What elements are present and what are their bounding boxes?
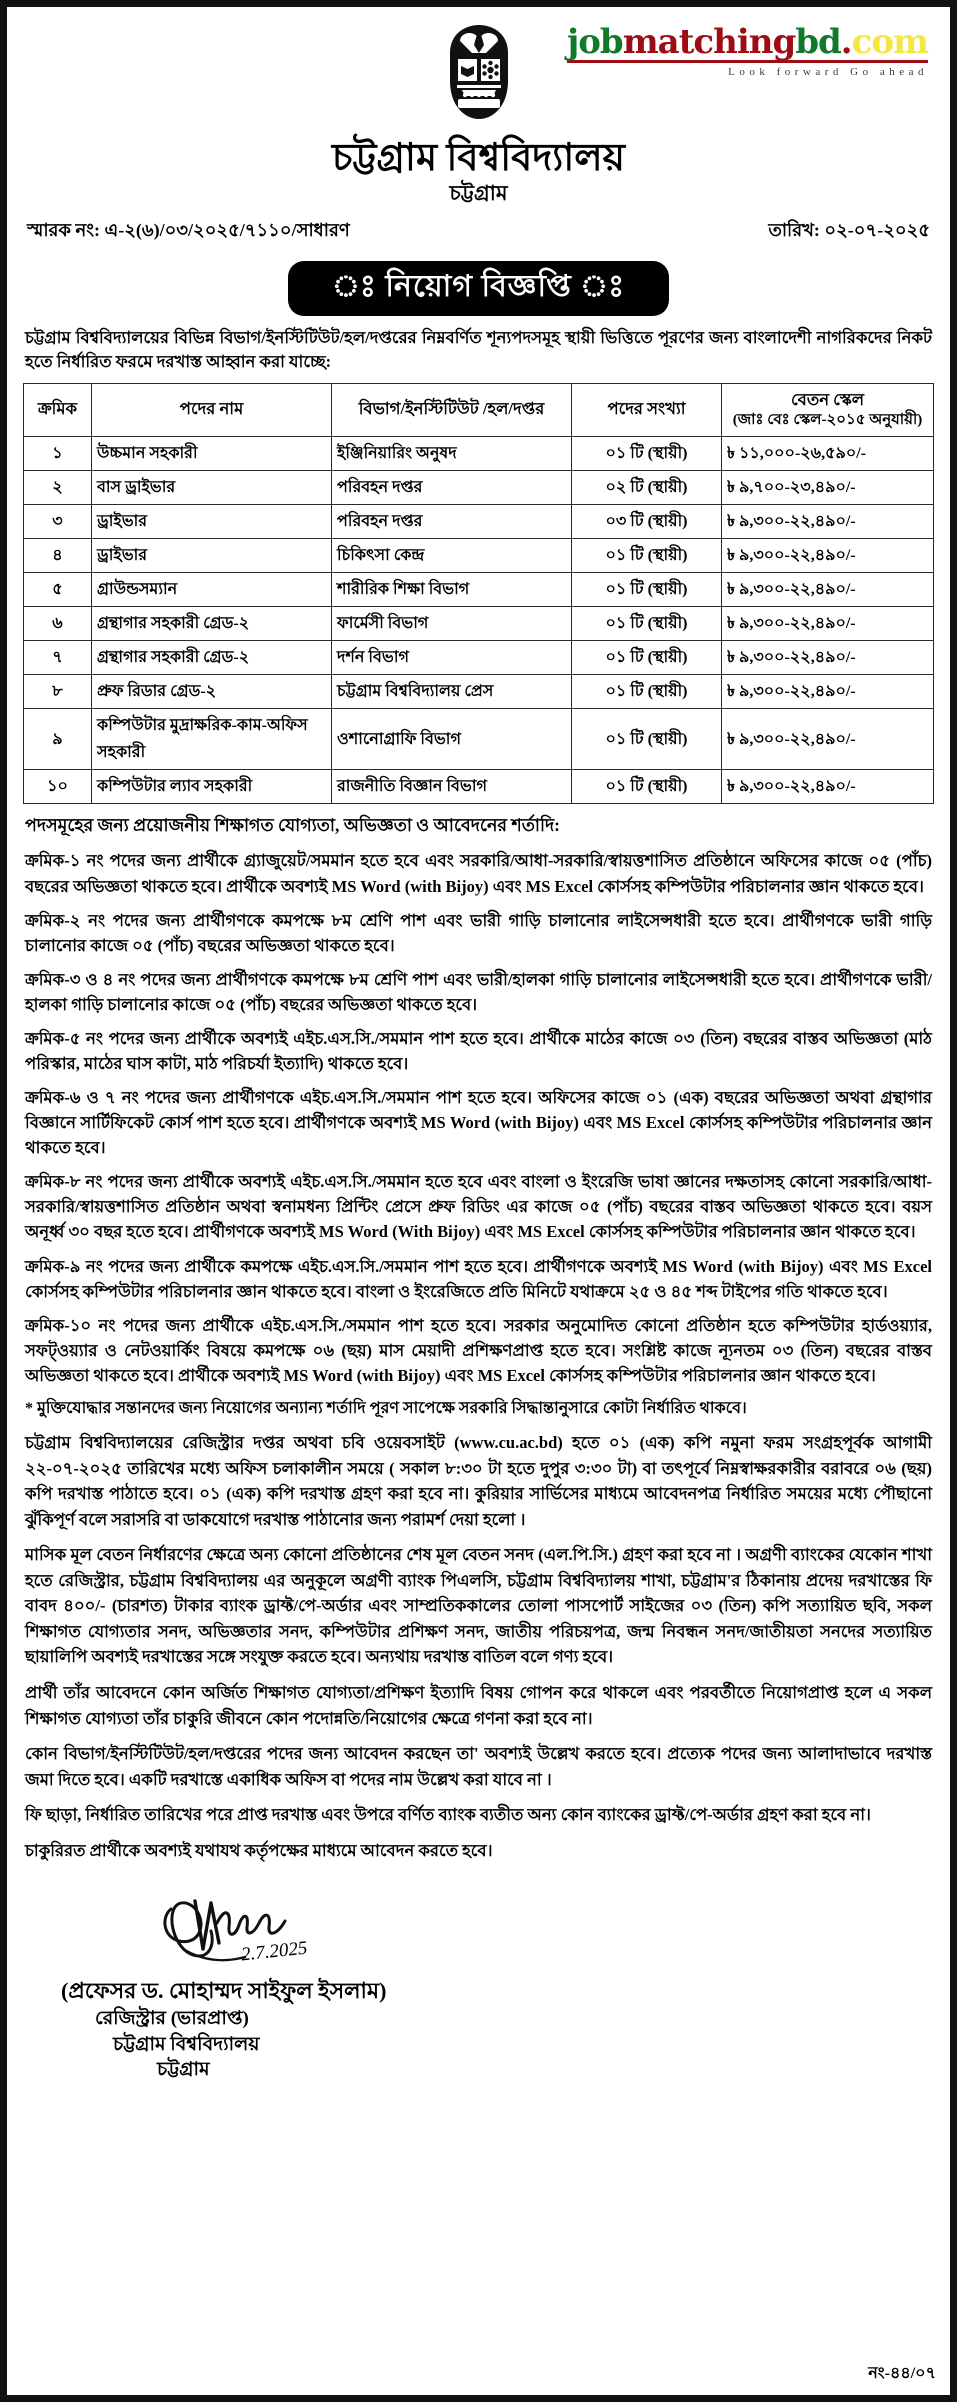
cell-sl: ৬ xyxy=(24,607,92,641)
cell-sl: ৯ xyxy=(24,709,92,770)
table-row xyxy=(24,437,934,471)
cell-post: গ্রন্থাগার সহকারী গ্রেড-২ xyxy=(92,607,332,641)
condition-text: নং পদের জন্য প্রার্থীগণকে কমপক্ষে ৮ম শ্রেণি পাশ এবং ভারী গাড়ি চালানোর লাইসেন্সধারী হতে হবে। প্রার্থীগণকে ভারী গাড়ি চালানোর কাজে ০৫ (পাঁচ) বছরের অভিজ্ঞতা থাকতে হবে। xyxy=(25,910,932,955)
table-row xyxy=(24,539,934,573)
condition-label: ক্রমিক-৩ ও ৪ xyxy=(25,969,114,989)
condition-item xyxy=(25,1085,932,1160)
intro-paragraph: চট্টগ্রাম বিশ্ববিদ্যালয়ের বিভিন্ন বিভাগ/ইনস্টিটিউট/হল/দপ্তরের নিম্নবর্ণিত শূন্যপদসমূহ স্থায়ী ভিত্তিতে পূরণের জন্য বাংলাদেশী নাগরিকদের নিকট হতে নির্ধারিত ফরমে দরখাস্ত আহ্বান করা যাচ্ছে: xyxy=(25,327,932,372)
cell-scale: ৳ ৯,৭০০-২৩,৪৯০/- xyxy=(722,471,934,505)
document-header xyxy=(23,17,934,145)
cell-post: প্রুফ রিডার গ্রেড-২ xyxy=(92,675,332,709)
cell-sl: ২ xyxy=(24,471,92,505)
cell-dept: ইঞ্জিনিয়ারিং অনুষদ xyxy=(332,437,572,471)
col-header-scale-sub: (জাঃ বেঃ স্কেল-২০১৫ অনুযায়ী) xyxy=(732,411,923,428)
table-row xyxy=(24,505,934,539)
instruction-paragraph: চট্টগ্রাম বিশ্ববিদ্যালয়ের রেজিস্ট্রার দপ্তর অথবা চবি ওয়েবসাইট (www.cu.ac.bd) হতে ০১ (এক) কপি নমুনা ফরম সংগ্রহপূর্বক আগামী ২২-০৭-২০২৫ তারিখের মধ্যে অফিস চলাকালীন সময়ে ( সকাল ৮:৩০ টা হতে দুপুর ৩:৩০ টা) বা তৎপূর্বে নিম্নস্বাক্ষরকারীর বরাবরে ০৬ (ছয়) কপি দরখাস্ত পাঠাতে হবে। ০১ (এক) কপি দরখাস্ত গ্রহণ করা হবে না। কুরিয়ার সার্ভিসের মাধ্যমে আবেদনপত্র নির্ধারিত সময়ের মধ্যে পৌছানো ঝুঁকিপূর্ণ বলে সরাসরি বা ডাকযোগে দরখাস্ত পাঠানোর জন্য পরামর্শ দেয়া হলো । xyxy=(25,1432,932,1529)
cell-post: কম্পিউটার ল্যাব সহকারী xyxy=(92,770,332,804)
logo-wordmark xyxy=(566,22,928,62)
cell-scale: ৳ ৯,৩০০-২২,৪৯০/- xyxy=(722,709,934,770)
condition-item xyxy=(25,1169,932,1244)
logo-seg-job: job xyxy=(566,22,623,62)
page-title: ঃ নিয়োগ বিজ্ঞপ্তি ঃ xyxy=(288,261,669,316)
cell-sl: ৮ xyxy=(24,675,92,709)
condition-text: নং পদের জন্য প্রার্থীকে অবশ্যই এইচ.এস.সি./সমমান হতে হবে এবং বাংলা ও ইংরেজি ভাষা জ্ঞানের দক্ষতাসহ কোনো সরকারি/আধা-সরকারি/স্বায়ত্তশাসিত প্রতিষ্ঠান অথবা স্বনামধন্য প্রিন্টিং প্রেসে প্রুফ রিডিং এর কাজে ০৫ (পাঁচ) বছরের বাস্তব অভিজ্ঞতা থাকতে হবে। বয়স অনূর্ধ্ব ৩০ বছর হতে হবে। প্রার্থীগণকে অবশ্যই MS Word (With Bijoy) এবং MS Excel কোর্সসহ কম্পিউটার পরিচালনার জ্ঞান থাকতে হবে। xyxy=(25,1172,932,1242)
condition-label: ক্রমিক-৫ xyxy=(25,1028,81,1048)
condition-item xyxy=(25,848,932,898)
condition-item xyxy=(25,1313,932,1388)
memo-number: স্মারক নং: এ-২(৬)/০৩/২০২৫/৭১১০/সাধারণ xyxy=(27,220,350,241)
condition-text: নং পদের জন্য প্রার্থীগণকে এইচ.এস.সি./সমমান পাশ হতে হবে। অফিসের কাজে ০১ (এক) বছরের অভিজ্ঞতা অথবা গ্রন্থাগার বিজ্ঞানে সার্টিফিকেট কোর্স পাশ হতে হবে। প্রার্থীগণকে অবশ্যই MS Word (with Bijoy) এবং MS Excel কোর্সসহ কম্পিউটার পরিচালনার জ্ঞান থাকতে হবে। xyxy=(25,1088,932,1158)
title-wrap xyxy=(23,261,934,316)
instruction-paragraph: চাকুরিরত প্রার্থীকে অবশ্যই যথাযথ কর্তৃপক্ষের মাধ্যমে আবেদন করতে হবে। xyxy=(25,1840,493,1860)
condition-text: নং পদের জন্য প্রার্থীকে অবশ্যই এইচ.এস.সি./সমমান পাশ হতে হবে। প্রার্থীকে মাঠের কাজে ০৩ (তিন) বছরের বাস্তব অভিজ্ঞতা (মাঠ পরিস্কার, মাঠের ঘাস কাটা, মাঠ পরিচর্যা ইত্যাদি) থাকতে হবে। xyxy=(25,1028,932,1073)
signatory-org: চট্টগ্রাম বিশ্ববিদ্যালয় xyxy=(113,2033,260,2055)
condition-label: ক্রমিক-১ xyxy=(25,851,81,871)
cell-count: ০১ টি (স্থায়ী) xyxy=(572,539,722,573)
university-city: চট্টগ্রাম xyxy=(449,180,508,205)
conditions-heading: পদসমূহের জন্য প্রয়োজনীয় শিক্ষাগত যোগ্যতা, অভিজ্ঞতা ও আবেদনের শর্তাদি: xyxy=(25,815,560,836)
condition-item xyxy=(25,967,932,1017)
cell-count: ০১ টি (স্থায়ী) xyxy=(572,641,722,675)
cell-count: ০১ টি (স্থায়ী) xyxy=(572,607,722,641)
cell-post: গ্রন্থাগার সহকারী গ্রেড-২ xyxy=(92,641,332,675)
table-row xyxy=(24,641,934,675)
jobmatchingbd-logo xyxy=(566,22,928,78)
vacancy-table xyxy=(23,383,934,804)
cell-dept: রাজনীতি বিজ্ঞান বিভাগ xyxy=(332,770,572,804)
cell-count: ০১ টি (স্থায়ী) xyxy=(572,770,722,804)
cell-scale: ৳ ৯,৩০০-২২,৪৯০/- xyxy=(722,641,934,675)
condition-item xyxy=(25,1026,932,1076)
cell-count: ০২ টি (স্থায়ী) xyxy=(572,471,722,505)
cell-scale: ৳ ৯,৩০০-২২,৪৯০/- xyxy=(722,573,934,607)
cell-dept: ওশানোগ্রাফি বিভাগ xyxy=(332,709,572,770)
cell-dept: চট্টগ্রাম বিশ্ববিদ্যালয় প্রেস xyxy=(332,675,572,709)
col-header-post: পদের নাম xyxy=(92,384,332,437)
col-header-scale-main: বেতন স্কেল xyxy=(790,390,865,410)
signatory-details xyxy=(23,1976,934,2083)
condition-text: নং পদের জন্য প্রার্থীকে গ্র্যাজুয়েট/সমমান হতে হবে এবং সরকারি/আধা-সরকারি/স্বায়ত্তশাসিত প্রতিষ্ঠানে অফিসের কাজে ০৫ (পাঁচ) বছরের অভিজ্ঞতা থাকতে হবে। প্রার্থীকে অবশ্যই MS Word (with Bijoy) এবং MS Excel কোর্সসহ কম্পিউটার পরিচালনার জ্ঞান থাকতে হবে। xyxy=(25,851,932,896)
table-row xyxy=(24,573,934,607)
col-header-sl: ক্রমিক xyxy=(24,384,92,437)
condition-item xyxy=(25,908,932,958)
instruction-paragraphs xyxy=(23,1430,934,1863)
cell-sl: ৭ xyxy=(24,641,92,675)
col-header-count: পদের সংখ্যা xyxy=(572,384,722,437)
signature-date: 2.7.2025 xyxy=(240,1937,309,1966)
logo-seg-bd: bd xyxy=(795,22,841,62)
cell-dept: দর্শন বিভাগ xyxy=(332,641,572,675)
cell-count: ০১ টি (স্থায়ী) xyxy=(572,437,722,471)
condition-text: নং পদের জন্য প্রার্থীগণকে কমপক্ষে ৮ম শ্রেণি পাশ এবং ভারী/হালকা গাড়ি চালানোর লাইসেন্সধারী হতে হবে। প্রার্থীগণকে ভারী/হালকা গাড়ি চালানোর কাজে ০৫ (পাঁচ) বছরের অভিজ্ঞতা থাকতে হবে। xyxy=(25,969,933,1014)
memo-date: তারিখ: ০২-০৭-২০২৫ xyxy=(768,220,930,241)
cell-scale: ৳ ৯,৩০০-২২,৪৯০/- xyxy=(722,607,934,641)
cell-scale: ৳ ৯,৩০০-২২,৪৯০/- xyxy=(722,539,934,573)
instruction-paragraph: মাসিক মূল বেতন নির্ধারণের ক্ষেত্রে অন্য কোনো প্রতিষ্ঠানের শেষ মূল বেতন সনদ (এল.পি.সি.) গ্রহণ করা হবে না । অগ্রণী ব্যাংকের যেকোন শাখা হতে রেজিস্ট্রার, চট্টগ্রাম বিশ্ববিদ্যালয় এর অনুকূলে অগ্রণী ব্যাংক পিএলসি, চট্টগ্রাম বিশ্ববিদ্যালয় শাখা, চট্টগ্রাম'র ঠিকানায় প্রদেয় দরখাস্তের ফি বাবদ ৪০০/- (চারশত) টাকার ব্যাংক ড্রাফ্ট/পে-অর্ডার এবং সাম্প্রতিককালের তোলা পাসপোর্ট সাইজের ০৩ (তিন) কপি সত্যায়িত ছবি, সকল শিক্ষাগত যোগ্যতার সনদ, অভিজ্ঞতার সনদ, কম্পিউটার প্রশিক্ষণ সনদ, জাতীয় পরিচয়পত্র, জন্ম নিবন্ধন সনদ/জাতীয়তা সনদের সত্যায়িত ছায়ালিপি অবশ্যই দরখাস্তের সঙ্গে সংযুক্ত করতে হবে। অন্যথায় দরখাস্ত বাতিল বলে গণ্য হবে। xyxy=(25,1545,932,1667)
cell-scale: ৳ ১১,০০০-২৬,৫৯০/- xyxy=(722,437,934,471)
cell-sl: ৩ xyxy=(24,505,92,539)
condition-item xyxy=(25,1254,932,1304)
condition-label: ক্রমিক-৮ xyxy=(25,1172,81,1192)
logo-seg-matching: matching xyxy=(622,22,796,62)
footer-reference: নং-৪৪/০৭ xyxy=(868,2365,936,2382)
cell-dept: পরিবহন দপ্তর xyxy=(332,505,572,539)
cell-post: গ্রাউন্ডসম্যান xyxy=(92,573,332,607)
cell-count: ০১ টি (স্থায়ী) xyxy=(572,675,722,709)
table-row xyxy=(24,709,934,770)
table-row xyxy=(24,607,934,641)
instruction-paragraph: ফি ছাড়া, নির্ধারিত তারিখের পরে প্রাপ্ত দরখাস্ত এবং উপরে বর্ণিত ব্যাংক ব্যতীত অন্য কোন ব্যাংকের ড্রাফ্ট/পে-অর্ডার গ্রহণ করা হবে না। xyxy=(25,1805,871,1825)
condition-label: ক্রমিক-৬ ও ৭ xyxy=(25,1088,116,1108)
memo-row xyxy=(23,216,934,247)
signatory-city: চট্টগ্রাম xyxy=(157,2059,210,2081)
table-row xyxy=(24,675,934,709)
cell-sl: ১০ xyxy=(24,770,92,804)
cell-scale: ৳ ৯,৩০০-২২,৪৯০/- xyxy=(722,770,934,804)
vacancy-table-body xyxy=(24,437,934,804)
cell-sl: ৪ xyxy=(24,539,92,573)
logo-seg-com: com xyxy=(851,22,928,62)
col-header-dept: বিভাগ/ইনস্টিটিউট /হল/দপ্তর xyxy=(332,384,572,437)
condition-label: ক্রমিক-৯ xyxy=(25,1256,81,1276)
signatory-name: (প্রফেসর ড. মোহাম্মদ সাইফুল ইসলাম) xyxy=(61,1978,387,2004)
cell-post: ড্রাইভার xyxy=(92,505,332,539)
signature-block xyxy=(23,1879,934,2083)
cell-post: বাস ড্রাইভার xyxy=(92,471,332,505)
cell-scale: ৳ ৯,৩০০-২২,৪৯০/- xyxy=(722,675,934,709)
instruction-paragraph: প্রার্থী তাঁর আবেদনে কোন অর্জিত শিক্ষাগত যোগ্যতা/প্রশিক্ষণ ইত্যাদি বিষয় গোপন করে থাকলে এবং পরবর্তীতে নিয়োগপ্রাপ্ত হলে এ সকল শিক্ষাগত যোগ্যতা তাঁর চাকুরি জীবনে কোন পদোন্নতি/নিয়োগের ক্ষেত্রে গণনা করা হবে না। xyxy=(25,1683,932,1728)
logo-seg-dot: . xyxy=(840,22,852,62)
table-row xyxy=(24,770,934,804)
cell-dept: ফার্মেসী বিভাগ xyxy=(332,607,572,641)
cell-post: উচ্চমান সহকারী xyxy=(92,437,332,471)
condition-label: ক্রমিক-২ xyxy=(25,910,81,930)
cell-count: ০১ টি (স্থায়ী) xyxy=(572,573,722,607)
cell-sl: ৫ xyxy=(24,573,92,607)
cell-count: ০১ টি (স্থায়ী) xyxy=(572,709,722,770)
quota-note: * মুক্তিযোদ্ধার সন্তানদের জন্য নিয়োগের অন্যান্য শর্তাদি পূরণ সাপেক্ষে সরকারি সিদ্ধান্তানুসারে কোটা নির্ধারিত থাকবে। xyxy=(25,1399,747,1417)
condition-label: ক্রমিক-১০ xyxy=(25,1315,92,1335)
cell-dept: শারীরিক শিক্ষা বিভাগ xyxy=(332,573,572,607)
condition-text: নং পদের জন্য প্রার্থীকে এইচ.এস.সি./সমমান পাশ হতে হবে। সরকার অনুমোদিত কোনো প্রতিষ্ঠান হতে কম্পিউটার হার্ডওয়্যার, সফট্‌ওয়্যার ও নেটওয়ার্কিং বিষয়ে কমপক্ষে ০৬ (ছয়) মাস মেয়াদী প্রশিক্ষণপ্রাপ্ত হতে হবে। সংশ্লিষ্ট কাজে ন্যূনতম ০৩ (তিন) বছরের বাস্তব অভিজ্ঞতা থাকতে হবে। প্রার্থীকে অবশ্যই MS Word (with Bijoy) এবং MS Excel কোর্সসহ কম্পিউটার পরিচালনার জ্ঞান থাকতে হবে। xyxy=(25,1315,932,1385)
table-header-row xyxy=(24,384,934,437)
cell-sl: ১ xyxy=(24,437,92,471)
condition-text: নং পদের জন্য প্রার্থীকে কমপক্ষে এইচ.এস.সি./সমমান পাশ হতে হবে। প্রার্থীগণকে অবশ্যই MS Word (with Bijoy) এবং MS Excel কোর্সসহ কম্পিউটার পরিচালনার জ্ঞান থাকতে হবে। বাংলা ও ইংরেজিতে প্রতি মিনিটে যথাক্রমে ২৫ ও ৪৫ শব্দ টাইপের গতি থাকতে হবে। xyxy=(25,1256,932,1301)
cell-count: ০৩ টি (স্থায়ী) xyxy=(572,505,722,539)
cell-dept: চিকিৎসা কেন্দ্র xyxy=(332,539,572,573)
cell-scale: ৳ ৯,৩০০-২২,৪৯০/- xyxy=(722,505,934,539)
university-name: চট্টগ্রাম বিশ্ববিদ্যালয় xyxy=(332,137,625,179)
instruction-paragraph: কোন বিভাগ/ইনস্টিটিউট/হল/দপ্তরের পদের জন্য আবেদন করছেন তা' অবশ্যই উল্লেখ করতে হবে। প্রত্যেক পদের জন্য আলাদাভাবে দরখাস্ত জমা দিতে হবে। একটি দরখাস্তে একাধিক অফিস বা পদের নাম উল্লেখ করা যাবে না । xyxy=(25,1744,932,1789)
university-crest-icon xyxy=(436,19,522,127)
col-header-scale xyxy=(722,384,934,437)
vacancy-table-head xyxy=(24,384,934,437)
signatory-role: রেজিস্ট্রার (ভারপ্রাপ্ত) xyxy=(95,2008,249,2030)
logo-tagline: Look forward Go ahead xyxy=(728,66,928,78)
table-row xyxy=(24,471,934,505)
cell-dept: পরিবহন দপ্তর xyxy=(332,471,572,505)
cell-post: ড্রাইভার xyxy=(92,539,332,573)
conditions-list xyxy=(23,848,934,1387)
cell-post: কম্পিউটার মুদ্রাক্ষরিক-কাম-অফিস সহকারী xyxy=(92,709,332,770)
